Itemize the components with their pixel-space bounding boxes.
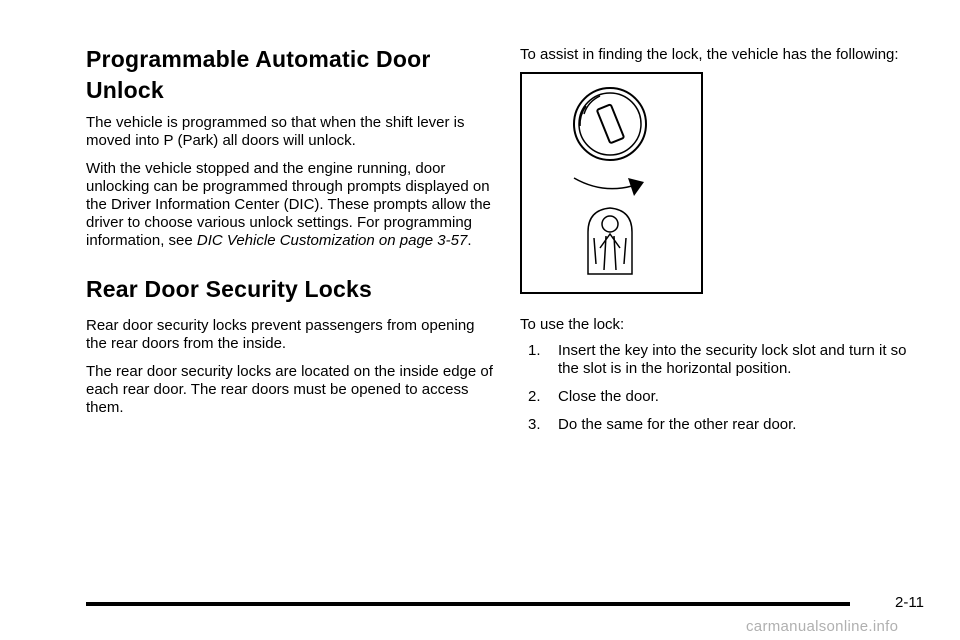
use-lock-label: To use the lock: bbox=[520, 316, 625, 333]
key-slot bbox=[597, 104, 624, 143]
cross-reference-link[interactable]: DIC Vehicle Customization on page 3-57 bbox=[196, 232, 468, 249]
heading-line-1: Programmable Automatic Door bbox=[86, 46, 431, 72]
page-number: 2-11 bbox=[895, 594, 924, 611]
rotation-arc bbox=[574, 178, 632, 189]
step-item bbox=[528, 388, 920, 406]
step-item bbox=[528, 416, 920, 434]
section-heading-security-locks: Rear Door Security Locks bbox=[86, 276, 373, 302]
steps-list bbox=[520, 342, 920, 434]
heading-line-2: Unlock bbox=[86, 77, 164, 103]
step-number: 1. bbox=[528, 342, 541, 359]
step-item bbox=[528, 342, 920, 378]
watermark: carmanualsonline.info bbox=[746, 618, 899, 635]
child-head bbox=[602, 216, 618, 232]
paragraph-shift-lever: The vehicle is programmed so that when the shift lever is moved into P (Park) all doors will unlock. bbox=[86, 114, 465, 149]
step-number: 2. bbox=[528, 388, 541, 405]
step-text: Close the door. bbox=[558, 388, 659, 405]
step-number: 3. bbox=[528, 416, 541, 433]
child-symbol-lines bbox=[594, 238, 626, 264]
step-text: Insert the key into the security lock slot and turn it so the slot is in the horizontal position. bbox=[558, 342, 907, 377]
paragraph-lock-intro: To assist in finding the lock, the vehicle has the following: bbox=[520, 46, 899, 63]
step-text: Do the same for the other rear door. bbox=[558, 416, 797, 433]
paragraph-security-intro: Rear door security locks prevent passengers from opening the rear doors from the inside. bbox=[86, 317, 475, 352]
section-heading-door-unlock bbox=[86, 44, 496, 106]
left-column bbox=[86, 44, 496, 427]
programming-text: With the vehicle stopped and the engine running, door unlocking can be programmed through prompts displayed on the Driver Information Center (DIC). These prompts allow the driver to choose various unlock settings. For programming information, see bbox=[86, 160, 491, 249]
right-column bbox=[520, 46, 920, 444]
programming-text-end: . bbox=[467, 232, 472, 249]
lock-diagram-icon bbox=[522, 74, 701, 292]
security-lock-illustration bbox=[520, 72, 703, 294]
footer-rule bbox=[86, 602, 850, 606]
lock-outer-ring bbox=[574, 88, 646, 160]
child-legs bbox=[604, 236, 616, 270]
child-arms bbox=[600, 234, 620, 248]
lock-inner-ring bbox=[579, 93, 641, 155]
paragraph-programming bbox=[86, 160, 496, 250]
paragraph-security-location: The rear door security locks are located on the inside edge of each rear door. The rear doors must be opened to access them. bbox=[86, 363, 493, 416]
